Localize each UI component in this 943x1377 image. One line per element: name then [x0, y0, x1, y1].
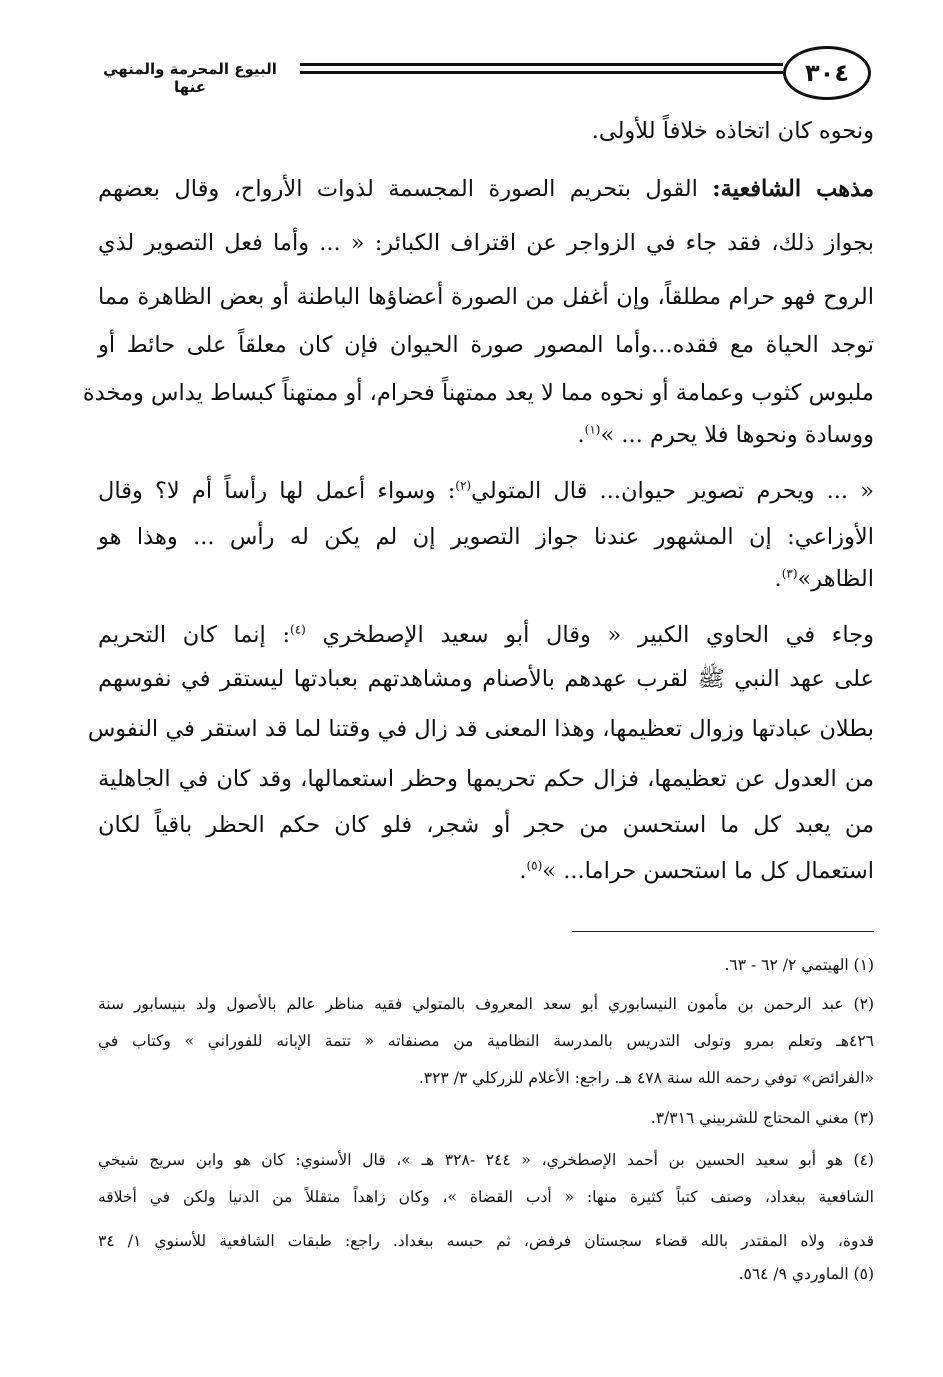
footnote-4-line: (٤) هو أبو سعيد الحسين بن أحمد الإصطخري، « ٢٤٤ -٣٢٨ هـ »، قال الأسنوي: كان هو وابن سريج شيخي — [98, 1151, 874, 1169]
footnote-4-line: قدوة، ولاه المقتدر بالله قضاء سجستان فرفض، ثم حبسه ببغداد. راجع: طبقات الشافعية للأسنوي ١/ ٣٤ — [98, 1232, 874, 1250]
text-line: بجواز ذلك، فقد جاء في الزواجر عن اقتراف الكبائر: « ... وأما فعل التصوير لذي — [98, 230, 874, 256]
text-span: « ... ويحرم تصوير حيوان... قال المتولي — [471, 478, 874, 504]
text-span: وجاء في الحاوي الكبير « وقال أبو سعيد الإصطخري — [322, 622, 875, 648]
footnote-ref: (٢) — [455, 478, 472, 493]
footnote-2-line: (٢) عبد الرحمن بن مأمون النيسابوري أبو سعد المعروف بالمتولي فقيه مناظر عالم بالأصول ولد بنيسابور سنة — [98, 995, 874, 1013]
text-span: . — [519, 858, 527, 884]
footnote-1: (١) الهيتمي ٢/ ٦٢ - ٦٣. — [724, 956, 874, 974]
text-line — [98, 564, 874, 594]
footnote-2-line: «الفرائض» توفي رحمه الله سنة ٤٧٨ هـ. راجع: الأعلام للزركلي ٣/ ٣٢٣. — [418, 1069, 874, 1087]
text-line: الروح فهو حرام مطلقاً، وإن أغفل من الصورة أعضاؤها الباطنة أو بعض الظاهرة مما — [98, 284, 874, 310]
footnote-4-line: الشافعية ببغداد، وصنف كتباً كثيرة منها: « أدب القضاة »، وكان زاهداً متقللاً من الدنيا ولكن في أخلاقه — [98, 1188, 874, 1206]
header-rule-bottom — [300, 71, 783, 74]
footnote-ref: (٥) — [526, 858, 543, 873]
page-number-oval — [783, 46, 871, 100]
footnote-5: (٥) الماوردي ٩/ ٥٦٤. — [738, 1265, 874, 1283]
footnote-ref: (٣) — [781, 566, 798, 581]
text-span: الظاهر» — [797, 566, 874, 592]
text-line: من العدول عن تعظيمها، فزال حكم تحريمها وحظر استعمالها، وقد كان في الجاهلية — [98, 766, 874, 792]
footnote-3: (٣) مغني المحتاج للشربيني ٣/٣١٦. — [650, 1109, 874, 1127]
text-span: ووسادة ونحوها فلا يحرم ... » — [600, 422, 874, 448]
running-header-title: البيوع المحرمة والمنهي عنها — [103, 60, 277, 96]
footnote-2-line: ٤٢٦هـ وتعلم بمرو وتولى التدريس بالمدرسة النظامية من مصنفاته « تتمة الإبانه للفوراني » وكتاب في — [98, 1032, 874, 1050]
footnote-separator — [572, 931, 874, 932]
footnote-ref: (٤) — [290, 622, 306, 637]
text-line: من يعبد كل ما استحسن من حجر أو شجر، فلو كان حكم الحظر باقياً لكان — [98, 812, 874, 838]
text-line — [98, 116, 874, 146]
text-span: : وسواء أعمل لها رأساً أم لا؟ وقال — [98, 478, 456, 504]
text-line — [98, 420, 874, 450]
text-line: الأوزاعي: إن المشهور عندنا جواز التصوير إن لم يكن له رأس ... وهذا هو — [98, 524, 874, 550]
text-span: . — [577, 422, 585, 448]
text-span: استعمال كل ما استحسن حراما... » — [542, 858, 874, 884]
text-line: ملبوس كثوب وعمامة أو نحوه مما لا يعد ممتهناً فحرام، أو ممتهناً كبساط يداس ومخدة — [82, 380, 874, 406]
footnote-ref: (١) — [584, 422, 601, 437]
text-line — [98, 856, 874, 886]
text-line — [98, 620, 874, 650]
page-number: ٣٠٤ — [805, 59, 849, 87]
section-label-shafii: مذهب الشافعية: — [712, 176, 874, 202]
text-span: ونحوه كان اتخاذه خلافاً للأولى. — [591, 118, 874, 144]
text-span: : إنما كان التحريم — [98, 622, 291, 648]
text-span: . — [774, 566, 782, 592]
text-line — [98, 174, 874, 204]
text-line: توجد الحياة مع فقده...وأما المصور صورة الحيوان فإن كان معلقاً على حائط أو — [98, 332, 874, 358]
text-line — [98, 476, 874, 506]
header-rule-top — [300, 63, 783, 66]
text-span: القول بتحريم الصورة المجسمة لذوات الأرواح، وقال بعضهم — [98, 176, 698, 202]
text-line: بطلان عبادتها وزوال تعظيمها، وهذا المعنى قد زال في وقتنا لما قد استقر في النفوس — [87, 716, 874, 742]
text-line: على عهد النبي ﷺ لقرب عهدهم بالأصنام ومشاهدتهم بعبادتها ليستقر في نفوسهم — [98, 666, 874, 692]
